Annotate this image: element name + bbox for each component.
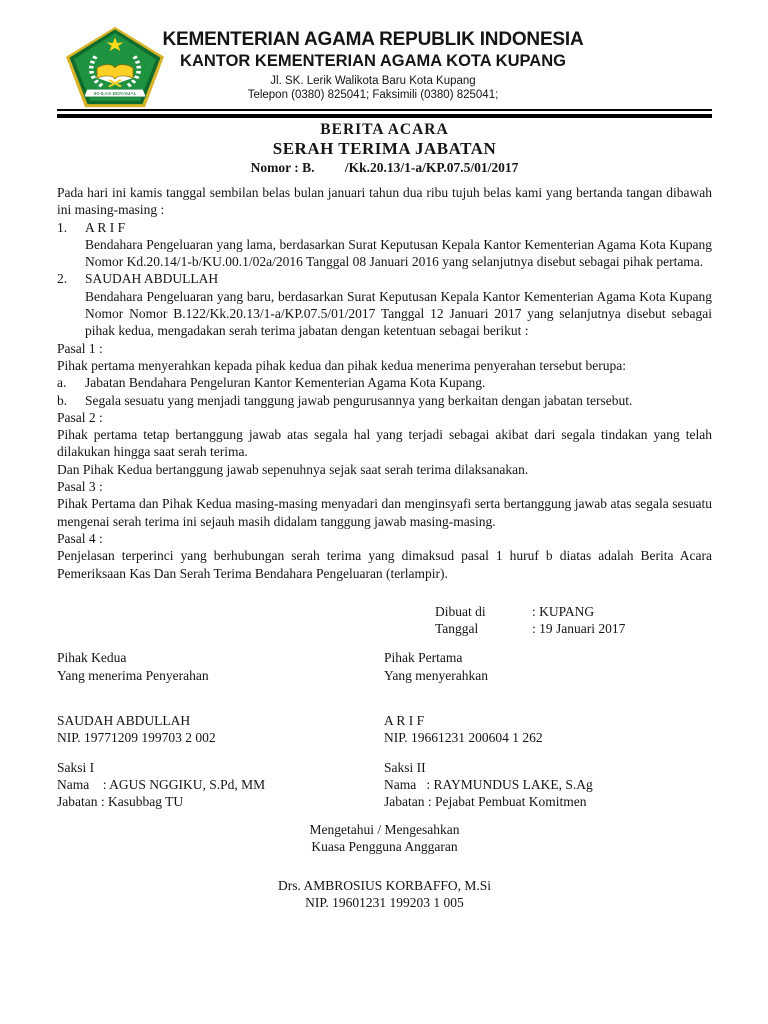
witness-1-block: [57, 759, 384, 811]
signature-columns: [57, 649, 712, 746]
made-at-label: Dibuat di: [435, 603, 486, 619]
pasal-1-text: Pihak pertama menyerahkan kepada pihak kedua dan pihak kedua menerima penyerahan tersebut berupa:: [57, 357, 627, 373]
signature-space: [57, 684, 384, 712]
ministry-name: KEMENTERIAN AGAMA REPUBLIK INDONESIA: [162, 29, 584, 50]
pasal-2-text-1: Pihak pertama tetap bertanggung jawab atas segala hal yang terjadi sebagai akibat dari segala tindakan yang telah dilakukan hingga saat serah terima.: [57, 427, 712, 460]
office-contact: Telepon (0380) 825041; Faksimili (0380) 825041;: [247, 89, 499, 101]
title-line-1: BERITA ACARA: [320, 121, 449, 138]
second-party-action: Yang menerima Penyerahan: [57, 667, 209, 683]
date-row: [435, 620, 712, 637]
party-item-1-desc: [57, 236, 712, 271]
approval-line-1: Mengetahui / Mengesahkan: [309, 821, 460, 837]
made-at-row: [435, 603, 712, 620]
document-title-block: [57, 121, 712, 177]
pasal-1-item-b: [57, 392, 712, 409]
witness-columns: [57, 759, 712, 811]
party-2-name: SAUDAH ABDULLAH: [85, 271, 219, 287]
witness-1-title: Saksi I: [57, 759, 95, 775]
approval-block: [57, 821, 712, 912]
first-party-action: Yang menyerahkan: [384, 667, 488, 683]
pasal-4-heading: Pasal 4 :: [57, 530, 103, 546]
pasal-2-heading: Pasal 2 :: [57, 409, 103, 425]
approver-nip: NIP. 19601231 199203 1 005: [305, 895, 464, 911]
first-party-signature: [384, 649, 712, 746]
first-party-name: A R I F: [384, 713, 425, 729]
party-1-description: Bendahara Pengeluaran yang lama, berdasarkan Surat Keputusan Kepala Kantor Kementerian Agama Kota Kupang Nomor Kd.20.14/1-b/KU.00.1/02a/2016 Tanggal 08 Januari 2016 yang selanjutnya disebut sebagai pihak pertama.: [85, 236, 712, 270]
pasal-2-text-2: Dan Pihak Kedua bertanggung jawab sepenuhnya sejak saat serah terima dilaksanakan.: [57, 461, 529, 477]
witness-2-role: Jabatan : Pejabat Pembuat Komitmen: [384, 794, 587, 810]
date-value: : 19 Januari 2017: [532, 621, 626, 637]
item-b-text: Segala sesuatu yang menjadi tanggung jawab pengurusannya yang berkaitan dengan jabatan tersebut.: [85, 392, 633, 408]
party-1-number: 1.: [57, 219, 68, 235]
signature-space: [384, 684, 712, 712]
witness-2-block: [384, 759, 712, 811]
office-address: Jl. SK. Lerik Walikota Baru Kota Kupang: [270, 75, 476, 87]
witness-2-title: Saksi II: [384, 759, 426, 775]
second-party-name: SAUDAH ABDULLAH: [57, 713, 191, 729]
opening-paragraph: Pada hari ini kamis tanggal sembilan belas bulan januari tahun dua ribu tujuh belas kami yang bertanda tangan dibawah ini masing-masing :: [57, 185, 712, 218]
party-2-description: Bendahara Pengeluaran yang baru, berdasarkan Surat Keputusan Kepala Kantor Kementerian Agama Kota Kupang Nomor Nomor B.122/Kk.20.13/1-a/KP.07.5/01/2017 Tanggal 12 Januari 2017 yang selanjutnya disebut sebagai pihak kedua, mengadakan serah terima jabatan dengan ketentuan sebagai berikut :: [85, 288, 712, 339]
kemenag-logo-icon: [65, 26, 165, 108]
item-a-text: Jabatan Bendahara Pengeluran Kantor Kementerian Agama Kota Kupang.: [85, 375, 486, 391]
office-name: KANTOR KEMENTERIAN AGAMA KOTA KUPANG: [180, 52, 566, 70]
party-1-name: A R I F: [85, 219, 126, 235]
pasal-4-text: Penjelasan terperinci yang berhubungan serah terima yang dimaksud pasal 1 huruf b diatas adalah Berita Acara Pemeriksaan Kas Dan Serah Terima Bendahara Pengeluaran (terlampir).: [57, 548, 712, 581]
logo-banner-text: IKHLAS BERAMAL: [93, 91, 137, 96]
pasal-1-item-a: [57, 374, 712, 391]
first-party-nip: NIP. 19661231 200604 1 262: [384, 730, 543, 746]
date-label: Tanggal: [435, 621, 479, 637]
witness-1-role: Jabatan : Kasubbag TU: [57, 794, 184, 810]
party-item-2-desc: [57, 288, 712, 340]
title-line-2: SERAH TERIMA JABATAN: [272, 139, 497, 158]
approver-name: Drs. AMBROSIUS KORBAFFO, M.Si: [277, 878, 492, 894]
pasal-3-text: Pihak Pertama dan Pihak Kedua masing-masing menyadari dan menginsyafi serta bertanggung jawab atas segala sesuatu mengenai serah terima ini sejauh masih didalam tanggung jawab masing-masing.: [57, 496, 712, 529]
second-party-signature: [57, 649, 384, 746]
pasal-3-heading: Pasal 3 :: [57, 479, 103, 495]
approval-line-2: Kuasa Pengguna Anggaran: [311, 838, 458, 854]
item-a-number: a.: [57, 375, 67, 391]
document-number: Nomor : B. /Kk.20.13/1-a/KP.07.5/01/2017: [250, 160, 519, 175]
party-2-number: 2.: [57, 271, 68, 287]
place-date-block: [435, 603, 712, 638]
pasal-1-heading: Pasal 1 :: [57, 340, 103, 356]
witness-1-name: Nama : AGUS NGGIKU, S.Pd, MM: [57, 776, 266, 792]
party-item-2: [57, 270, 712, 287]
document-body: [57, 184, 712, 582]
made-at-value: : KUPANG: [532, 603, 595, 619]
letterhead: [57, 26, 712, 104]
witness-2-name: Nama : RAYMUNDUS LAKE, S.Ag: [384, 776, 593, 792]
second-party-role: Pihak Kedua: [57, 650, 127, 666]
party-item-1: [57, 219, 712, 236]
item-b-number: b.: [57, 392, 68, 408]
letterhead-divider: [57, 109, 712, 118]
second-party-nip: NIP. 19771209 199703 2 002: [57, 730, 216, 746]
first-party-role: Pihak Pertama: [384, 650, 463, 666]
